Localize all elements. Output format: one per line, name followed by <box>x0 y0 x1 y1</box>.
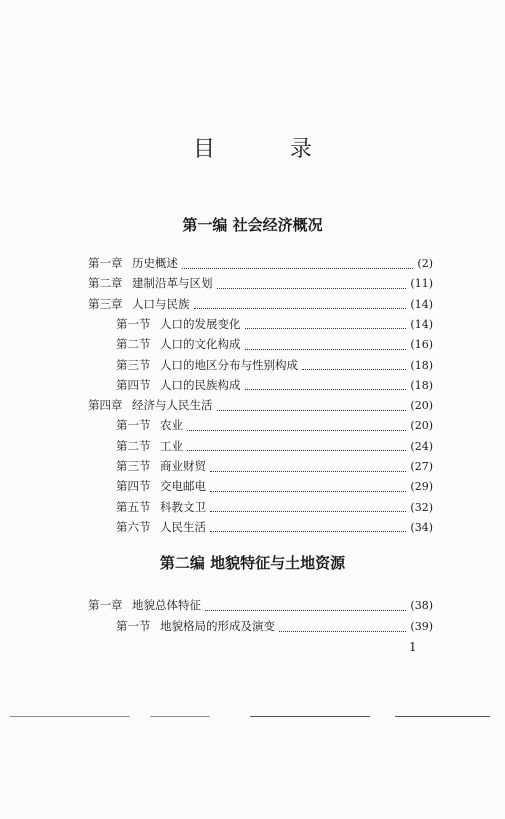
toc-entry-label: 农业 <box>160 418 183 433</box>
dot-leader <box>217 278 407 289</box>
toc-entry-page: (29) <box>410 480 433 494</box>
toc-entry-number: 第一节 <box>116 418 151 433</box>
page-title: 目 录 <box>193 137 346 162</box>
toc-entry-label: 人口的地区分布与性别构成 <box>160 357 298 372</box>
toc-entry-label: 历史概述 <box>132 256 178 270</box>
toc-entry-label: 人民生活 <box>160 519 206 534</box>
dot-leader <box>210 461 406 472</box>
toc-chapter-row <box>88 596 433 614</box>
scan-artifact-line <box>150 716 210 717</box>
toc-entry-page: (2) <box>417 257 433 270</box>
toc-entry-label: 商业财贸 <box>160 459 206 473</box>
toc-section-row <box>116 518 433 536</box>
toc-entry-label: 经济与人民生活 <box>132 398 213 413</box>
toc-entry-number: 第四节 <box>116 377 151 392</box>
toc-entry-label: 科教文卫 <box>160 499 206 514</box>
dot-leader <box>182 258 413 269</box>
toc-entry-page: (20) <box>410 399 433 413</box>
toc-entry-page: (18) <box>410 358 433 372</box>
toc-entry-number: 第五节 <box>116 499 151 514</box>
dot-leader <box>210 481 406 492</box>
dot-leader <box>187 440 406 451</box>
dot-leader <box>279 621 406 632</box>
dot-leader <box>210 501 406 512</box>
toc-entry-page: (14) <box>410 317 433 331</box>
dot-leader <box>217 400 407 411</box>
toc-chapter-row <box>88 254 433 272</box>
scan-artifact-line <box>250 716 370 717</box>
dot-leader <box>210 521 406 532</box>
dot-leader <box>205 600 406 611</box>
page-number: 1 <box>409 640 417 654</box>
toc-entry-page: (16) <box>410 338 433 352</box>
toc-section-row <box>116 457 433 475</box>
toc-entry-number: 第二章 <box>88 276 123 291</box>
toc-section-row <box>116 315 433 333</box>
dot-leader <box>245 318 407 329</box>
dot-leader <box>245 379 407 390</box>
part-2-heading: 第二编 地貌特征与土地资源 <box>159 554 346 572</box>
toc-entry-label: 人口的文化构成 <box>160 337 241 352</box>
toc-section-row <box>116 356 433 374</box>
toc-chapter-row <box>88 295 433 313</box>
toc-entry-page: (14) <box>410 297 433 311</box>
toc-section-row <box>116 617 433 635</box>
toc-section-row <box>116 437 433 455</box>
toc-entry-page: (27) <box>410 460 433 473</box>
toc-entry-page: (11) <box>410 277 433 291</box>
scan-artifact-line <box>395 716 490 717</box>
toc-chapter-row <box>88 396 433 414</box>
toc-entry-label: 人口的民族构成 <box>160 377 241 392</box>
toc-entry-number: 第三节 <box>116 459 151 473</box>
toc-entry-label: 人口与民族 <box>132 296 190 311</box>
toc-section-row <box>116 376 433 394</box>
toc-entry-page: (18) <box>410 378 433 392</box>
toc-entry-label: 工业 <box>160 438 183 453</box>
part-1-heading: 第一编 社会经济概况 <box>182 216 323 234</box>
toc-entry-page: (34) <box>410 520 433 534</box>
toc-entry-number: 第四章 <box>88 398 123 413</box>
toc-entry-number: 第一节 <box>116 619 151 633</box>
toc-entry-label: 建制沿革与区划 <box>132 276 213 291</box>
dot-leader <box>245 339 407 350</box>
toc-entry-number: 第四节 <box>116 479 151 494</box>
toc-entry-page: (20) <box>410 419 433 433</box>
toc-entry-number: 第六节 <box>116 519 151 534</box>
toc-entry-label: 交电邮电 <box>160 479 206 494</box>
toc-entry-number: 第二节 <box>116 337 151 352</box>
toc-section-row <box>116 498 433 516</box>
scan-artifact-line <box>10 716 130 717</box>
toc-entry-number: 第一章 <box>88 598 123 612</box>
dot-leader <box>194 298 407 309</box>
toc-entry-number: 第一章 <box>88 256 123 270</box>
toc-entry-number: 第三章 <box>88 296 123 311</box>
toc-entry-number: 第二节 <box>116 438 151 453</box>
toc-entry-page: (32) <box>410 500 433 514</box>
toc-entry-number: 第三节 <box>116 357 151 372</box>
toc-entry-label: 地貌总体特征 <box>132 598 201 612</box>
toc-section-row <box>116 477 433 495</box>
toc-entry-number: 第一节 <box>116 316 151 331</box>
toc-section-row <box>116 335 433 353</box>
toc-entry-label: 人口的发展变化 <box>160 316 241 331</box>
toc-chapter-row <box>88 274 433 292</box>
toc-entry-page: (38) <box>410 599 433 612</box>
dot-leader <box>187 420 406 431</box>
toc-entry-label: 地貌格局的形成及演变 <box>160 619 275 633</box>
toc-entry-page: (39) <box>410 620 433 633</box>
dot-leader <box>302 359 406 370</box>
toc-section-row <box>116 416 433 434</box>
toc-entry-page: (24) <box>410 439 433 453</box>
